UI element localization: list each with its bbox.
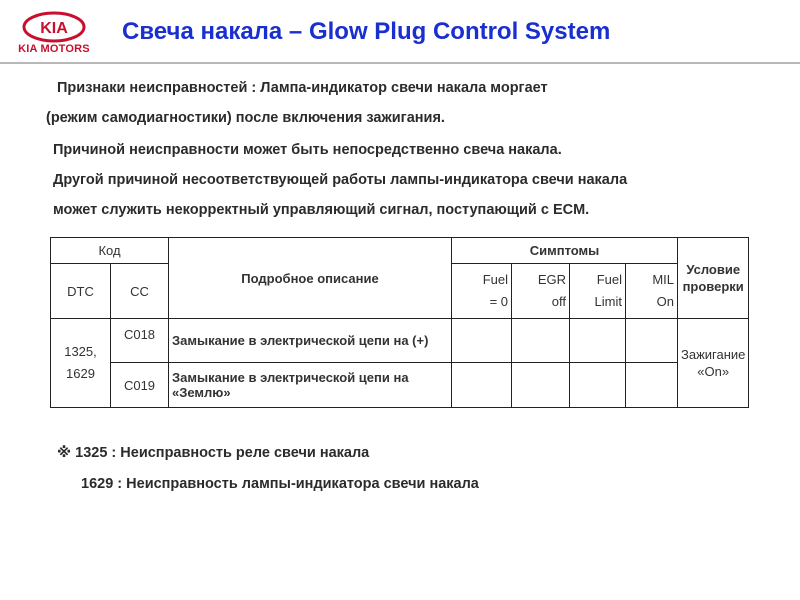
symptom-mil-on-line2: On <box>656 294 674 309</box>
note-code: 1325 <box>75 445 108 461</box>
intro-line-3: Причиной неисправности может быть непосредственно свеча накала. <box>53 142 562 158</box>
code-header: Код <box>51 238 169 264</box>
cc-value: C018 <box>111 319 169 363</box>
table-row <box>51 363 749 408</box>
cc-header: CC <box>111 264 169 319</box>
note-code: 1629 <box>81 476 114 492</box>
symptom-fuel-limit-line2: Limit <box>594 294 622 309</box>
symptoms-header: Симптомы <box>452 238 678 264</box>
dtc-value: 1325, 1629 <box>51 319 111 408</box>
note-reference-icon: ※ <box>57 445 72 461</box>
note-separator: : <box>107 445 121 461</box>
fault-description: Замыкание в электрической цепи на (+) <box>169 319 452 363</box>
symptom-cell <box>452 319 512 363</box>
intro-line-5: может служить некорректный управляющий сигнал, поступающий с ECM. <box>53 202 590 218</box>
note-text: Неисправность лампы-индикатора свечи накала <box>126 476 479 492</box>
symptom-fuel-zero-line2: = 0 <box>489 294 508 309</box>
dtc-table <box>50 237 749 408</box>
note-separator: : <box>113 476 127 492</box>
title-divider <box>0 62 800 64</box>
kia-oval-emblem <box>8 10 100 44</box>
symptom-cell <box>626 319 678 363</box>
symptom-fuel-limit-line1: Fuel <box>596 272 622 287</box>
symptom-cell <box>570 363 626 408</box>
note-1325 <box>57 445 369 461</box>
symptom-cell <box>452 363 512 408</box>
logo-wordmark: KIA <box>40 20 68 37</box>
company-name: KIA MOTORS <box>18 43 90 55</box>
symptom-mil-on <box>626 264 678 319</box>
symptom-cell <box>626 363 678 408</box>
symptom-fuel-zero <box>452 264 512 319</box>
symptom-mil-on-line1: MIL <box>652 272 674 287</box>
description-header: Подробное описание <box>169 238 452 319</box>
note-text: Неисправность реле свечи накала <box>120 445 370 461</box>
symptom-fuel-limit <box>570 264 626 319</box>
symptom-fuel-zero-line1: Fuel <box>482 272 508 287</box>
fault-description: Замыкание в электрической цепи на «Землю» <box>169 363 452 408</box>
intro-line-4: Другой причиной несоответствующей работы лампы-индикатора свечи накала <box>53 172 628 188</box>
condition-value: Зажигание «On» <box>678 319 749 408</box>
symptom-egr-off-line2: off <box>551 294 566 309</box>
symptom-cell <box>512 319 570 363</box>
dtc-header: DTC <box>51 264 111 319</box>
page-title: Свеча накала – Glow Plug Control System <box>122 18 611 45</box>
note-1629 <box>81 476 479 492</box>
condition-header: Условие проверки <box>678 238 749 319</box>
intro-line-2: (режим самодиагностики) после включения зажигания. <box>46 110 445 126</box>
cc-value: C019 <box>111 363 169 408</box>
kia-logo <box>8 10 100 58</box>
symptom-cell <box>570 319 626 363</box>
symptom-egr-off-line1: EGR <box>537 272 566 287</box>
table-row <box>51 319 749 363</box>
symptom-cell <box>512 363 570 408</box>
intro-line-1: Признаки неисправностей : Лампа-индикатор свечи накала моргает <box>57 80 548 96</box>
symptom-egr-off <box>512 264 570 319</box>
